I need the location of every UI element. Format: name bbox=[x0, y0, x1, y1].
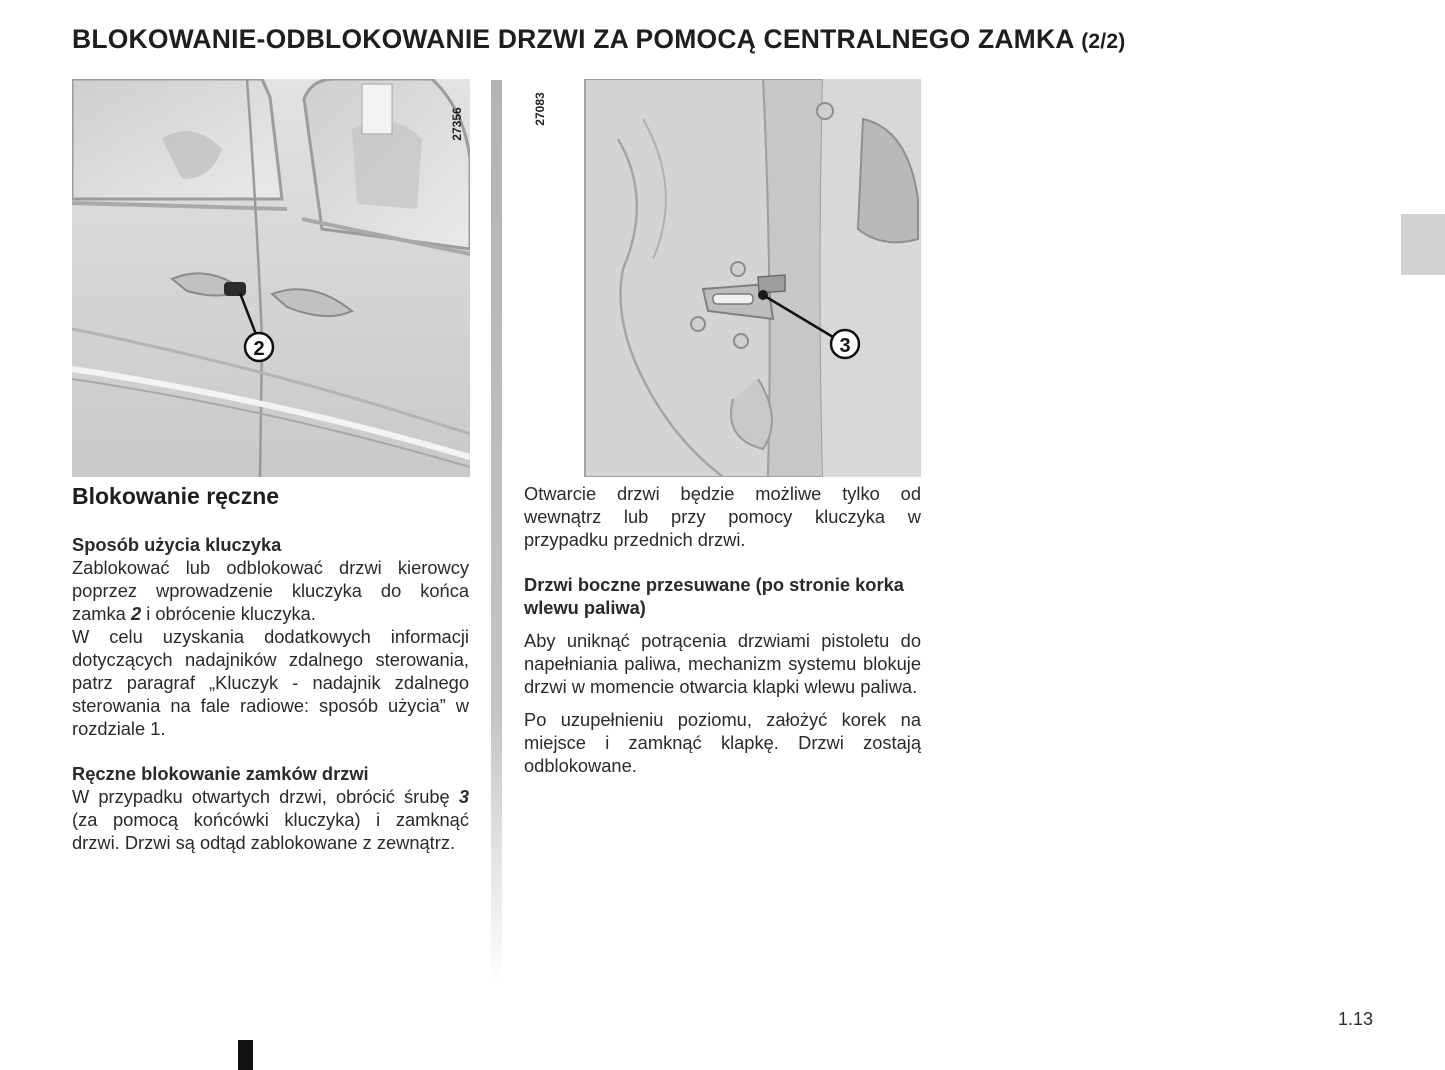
key-info-paragraph: W celu uzyskania dodatkowych informacji dotyczących nadajników zdalnego sterowania, patrz paragraf „Kluczyk - nadajnik zdalnego sterowania na fale radiowe: sposób użycia” w rozdziale 1. bbox=[72, 626, 469, 739]
ref-number: 2 bbox=[130, 603, 142, 624]
key-usage-paragraph bbox=[72, 556, 469, 625]
text-run: (za pomocą końcówki kluczyka) i zamknąć drzwi. Drzwi są odtąd zablokowane z zewnątrz. bbox=[72, 809, 469, 853]
car-door-handle-illustration bbox=[72, 79, 470, 477]
text-run: W przypadku otwartych drzwi, obrócić śrubę bbox=[72, 786, 459, 807]
section-heading: Blokowanie ręczne bbox=[72, 483, 280, 509]
door-open-paragraph: Otwarcie drzwi będzie możliwe tylko od wewnątrz lub przy pomocy kluczyka w przypadku przednich drzwi. bbox=[524, 483, 921, 550]
callout-number: 2 bbox=[253, 338, 265, 360]
text-run: i obrócenie kluczyka. bbox=[141, 603, 316, 624]
title-text: BLOKOWANIE-ODBLOKOWANIE DRZWI ZA POMOCĄ CENTRALNEGO ZAMKA bbox=[72, 24, 1074, 54]
sliding-door-title: Drzwi boczne przesuwane (po stronie korka wlewu paliwa) bbox=[524, 574, 904, 618]
manual-lock-paragraph bbox=[72, 785, 469, 854]
right-column bbox=[524, 482, 921, 777]
manual-lock-title: Ręczne blokowanie zamków drzwi bbox=[72, 763, 369, 784]
left-column bbox=[72, 480, 469, 854]
key-usage-title: Sposób użycia kluczyka bbox=[72, 534, 282, 555]
print-mark bbox=[238, 1040, 253, 1070]
text-run: Zablokować lub odblokować drzwi kierowcy poprzez wprowadzenie kluczyka do końca zamka bbox=[72, 557, 469, 624]
refuel-paragraph: Po uzupełnieniu poziomu, założyć korek na miejsce i zamknąć klapkę. Drzwi zostają odblokowane. bbox=[524, 709, 921, 776]
callout-number: 3 bbox=[839, 335, 851, 357]
figure-code: 27356 bbox=[450, 107, 464, 141]
sliding-door-paragraph: Aby uniknąć potrącenia drzwiami pistoletu do napełniania paliwa, mechanizm systemu blokuje drzwi w momencie otwarcia klapki wlewu paliwa. bbox=[524, 630, 921, 697]
ref-number: 3 bbox=[458, 786, 469, 807]
chapter-tab bbox=[1401, 214, 1445, 275]
door-lock-screw-illustration bbox=[523, 79, 921, 477]
page-title bbox=[72, 24, 1272, 55]
title-part: (2/2) bbox=[1081, 30, 1126, 53]
page-number: 1.13 bbox=[1337, 1009, 1373, 1029]
figure-code: 27083 bbox=[533, 92, 547, 126]
column-divider bbox=[491, 80, 502, 985]
